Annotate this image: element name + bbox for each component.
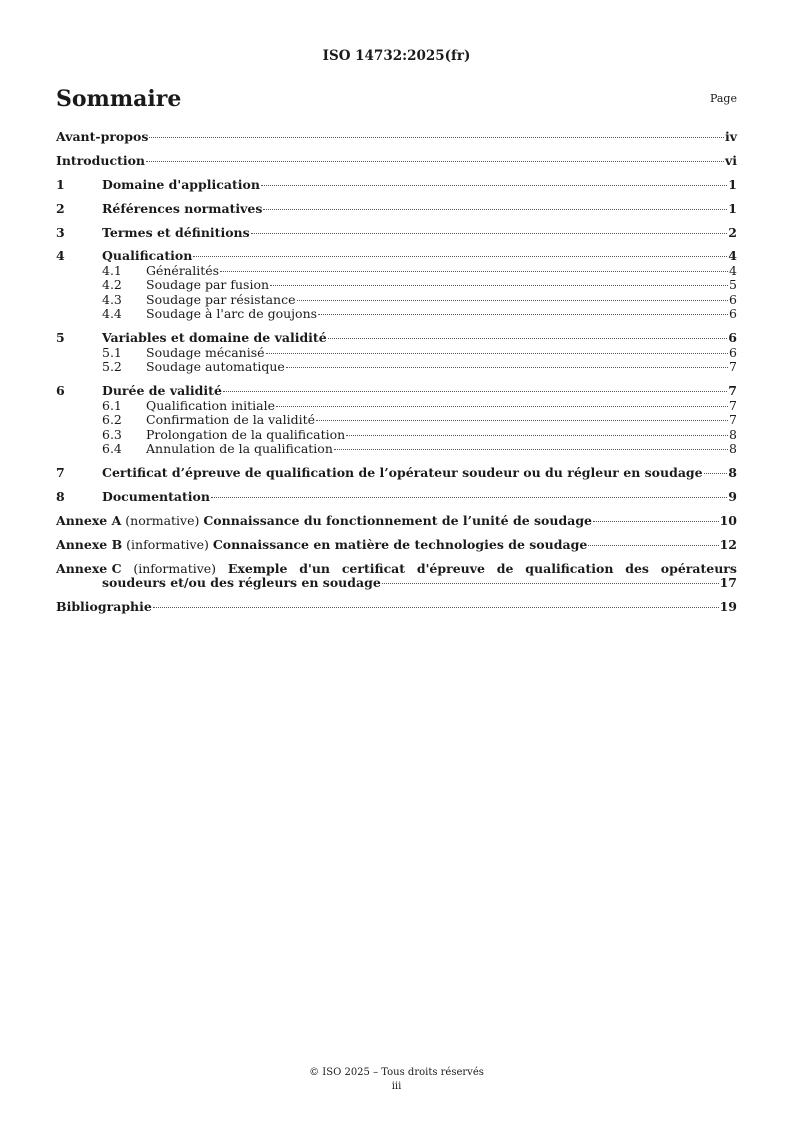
dot-leader bbox=[263, 209, 727, 210]
subclause-number: 6.3 bbox=[102, 426, 122, 442]
toc-entry-page: 6 bbox=[729, 306, 737, 322]
toc-entry-subclause-5.2[interactable] bbox=[56, 360, 737, 375]
annex-label: Annexe B bbox=[56, 536, 123, 552]
toc-entry-text[interactable]: Qualification bbox=[102, 248, 193, 264]
toc-entry-clause-6[interactable] bbox=[56, 384, 737, 399]
toc-entry-text[interactable]: Introduction bbox=[56, 152, 146, 168]
subclause-number: 6.4 bbox=[102, 441, 122, 457]
subclause-number: 5.2 bbox=[102, 359, 122, 375]
document-header: ISO 14732:2025(fr) bbox=[322, 48, 471, 64]
toc-entry-text[interactable]: Annulation de la qualification bbox=[146, 441, 333, 457]
toc-entry-subclause-4.1[interactable] bbox=[56, 264, 737, 279]
toc-entry-text[interactable]: Soudage par fusion bbox=[146, 277, 270, 293]
dot-leader bbox=[297, 300, 729, 301]
annex-c-second-line bbox=[56, 576, 737, 591]
toc-entry-page: 2 bbox=[728, 224, 737, 240]
toc-entry-page: iv bbox=[724, 129, 737, 144]
toc-entry-text[interactable]: Soudage automatique bbox=[146, 359, 285, 375]
toc-entry-page: 17 bbox=[719, 575, 737, 591]
toc-entry-page: 9 bbox=[728, 489, 737, 505]
toc-entry-text[interactable]: Confirmation de la validité bbox=[146, 412, 316, 428]
toc-entry-text[interactable]: Variables et domaine de validité bbox=[102, 330, 327, 346]
toc-entry-page: 7 bbox=[729, 412, 737, 428]
toc-entry-page: 7 bbox=[729, 359, 737, 375]
dot-leader bbox=[223, 391, 727, 392]
toc-entry-subclause-6.4[interactable] bbox=[56, 442, 737, 457]
toc-entry-page: 8 bbox=[729, 426, 737, 442]
toc-entry-page: 6 bbox=[729, 291, 737, 307]
toc-entry-text[interactable]: Documentation bbox=[102, 489, 210, 505]
annex-title-word[interactable]: d'épreuve bbox=[416, 560, 485, 576]
clause-number: 1 bbox=[56, 176, 65, 192]
annex-title-word[interactable]: opérateurs bbox=[660, 560, 737, 576]
toc-entry-bibliography[interactable] bbox=[56, 600, 737, 615]
dot-leader bbox=[266, 353, 729, 354]
clause-number: 5 bbox=[56, 330, 65, 346]
toc-entry-clause-4[interactable] bbox=[56, 249, 737, 264]
toc-entry-page: 8 bbox=[728, 465, 737, 481]
dot-leader bbox=[588, 545, 718, 546]
toc-entry-annex-c[interactable] bbox=[56, 562, 737, 591]
toc-entry-text[interactable]: Soudage à l'arc de goujons bbox=[146, 306, 318, 322]
dot-leader bbox=[270, 285, 728, 286]
toc-entry-clause-3[interactable] bbox=[56, 226, 737, 241]
subclause-number: 4.1 bbox=[102, 262, 122, 278]
toc-entry-text[interactable]: Soudage par résistance bbox=[146, 291, 296, 307]
toc-entry-text[interactable]: Qualification initiale bbox=[146, 397, 276, 413]
clause-number: 6 bbox=[56, 383, 65, 399]
subclause-number: 4.2 bbox=[102, 277, 122, 293]
toc-entry-clause-8[interactable] bbox=[56, 490, 737, 505]
annex-c-first-line bbox=[56, 562, 737, 577]
dot-leader bbox=[704, 473, 728, 474]
subclause-number: 4.3 bbox=[102, 291, 122, 307]
annex-title-word[interactable]: des bbox=[625, 560, 649, 576]
dot-leader bbox=[211, 497, 727, 498]
toc-entry-text[interactable]: Prolongation de la qualification bbox=[146, 426, 346, 442]
annex-title-word[interactable]: qualification bbox=[525, 560, 614, 576]
annex-title[interactable]: Connaissance en matière de technologies de soudage bbox=[212, 536, 588, 552]
dot-leader bbox=[276, 406, 728, 407]
dot-leader bbox=[193, 256, 727, 257]
annex-type: (normative) bbox=[125, 512, 200, 528]
toc-entry-subclause-6.3[interactable] bbox=[56, 428, 737, 443]
dot-leader bbox=[328, 338, 728, 339]
toc-entry-page: 7 bbox=[729, 397, 737, 413]
dot-leader bbox=[261, 185, 727, 186]
toc-entry-text[interactable]: Termes et définitions bbox=[102, 224, 250, 240]
subclause-number: 6.2 bbox=[102, 412, 122, 428]
annex-title-cont[interactable]: soudeurs et/ou des régleurs en soudage bbox=[102, 575, 381, 591]
toc-entry-page: 10 bbox=[719, 512, 737, 528]
toc-entry-text[interactable]: Domaine d'application bbox=[102, 176, 260, 192]
dot-leader bbox=[149, 137, 724, 138]
dot-leader bbox=[251, 233, 728, 234]
toc-entry-page: 4 bbox=[729, 262, 737, 278]
annex-title-word[interactable]: certificat bbox=[341, 560, 406, 576]
toc-entry-page: 6 bbox=[728, 330, 737, 346]
toc-entry-subclause-6.2[interactable] bbox=[56, 413, 737, 428]
toc-entry-subclause-4.3[interactable] bbox=[56, 293, 737, 308]
subclause-number: 6.1 bbox=[102, 397, 122, 413]
toc-entry-clause-2[interactable] bbox=[56, 202, 737, 217]
dot-leader bbox=[593, 521, 719, 522]
toc-entry-page: vi bbox=[724, 152, 737, 168]
toc-entry-clause-1[interactable] bbox=[56, 178, 737, 193]
toc-entry-clause-5[interactable] bbox=[56, 331, 737, 346]
toc-entry-text[interactable]: Bibliographie bbox=[56, 599, 152, 615]
toc-entry-text[interactable]: Certificat d’épreuve de qualification de l’opérateur soudeur ou du régleur en soudage bbox=[102, 465, 703, 481]
toc-entry-text[interactable]: Références normatives bbox=[102, 200, 263, 216]
toc-entry-page: 8 bbox=[729, 441, 737, 457]
copyright-notice: © ISO 2025 – Tous droits réservés bbox=[309, 1067, 484, 1078]
table-of-contents bbox=[56, 130, 737, 615]
toc-entry-page: 12 bbox=[719, 536, 737, 552]
toc-clauses bbox=[56, 178, 737, 505]
toc-entry-text[interactable]: Durée de validité bbox=[102, 383, 222, 399]
clause-number: 7 bbox=[56, 465, 65, 481]
annex-type: (informative) bbox=[133, 560, 217, 576]
toc-entry-text[interactable]: Généralités bbox=[146, 262, 220, 278]
annex-label: Annexe A bbox=[56, 512, 122, 528]
annex-title-word[interactable]: Exemple bbox=[227, 560, 288, 576]
page-column-label: Page bbox=[709, 92, 737, 105]
annex-title-word[interactable]: d'un bbox=[299, 560, 331, 576]
clause-number: 4 bbox=[56, 248, 65, 264]
dot-leader bbox=[318, 314, 728, 315]
toc-entry-subclause-5.1[interactable] bbox=[56, 346, 737, 361]
subclause-number: 5.1 bbox=[102, 344, 122, 360]
toc-entry-page: 7 bbox=[728, 383, 737, 399]
page-number: iii bbox=[391, 1081, 402, 1092]
dot-leader bbox=[346, 435, 728, 436]
annex-title-word[interactable]: de bbox=[496, 560, 514, 576]
dot-leader bbox=[146, 161, 724, 162]
toc-entry-subclause-4.4[interactable] bbox=[56, 307, 737, 322]
toc-entry-page: 1 bbox=[728, 200, 737, 216]
toc-entry-subclause-6.1[interactable] bbox=[56, 399, 737, 414]
toc-entry-page: 6 bbox=[729, 344, 737, 360]
dot-leader bbox=[334, 449, 728, 450]
toc-title: Sommaire bbox=[56, 86, 182, 112]
toc-entry-clause-7[interactable] bbox=[56, 466, 737, 481]
annex-type: (informative) bbox=[126, 536, 209, 552]
subclause-number: 4.4 bbox=[102, 306, 122, 322]
dot-leader bbox=[220, 271, 728, 272]
toc-entry-page: 19 bbox=[719, 599, 737, 615]
dot-leader bbox=[316, 420, 728, 421]
annex-label: Annexe C bbox=[56, 560, 122, 576]
clause-number: 2 bbox=[56, 200, 65, 216]
toc-entry-annex-b[interactable] bbox=[56, 538, 737, 553]
toc-entry-introduction[interactable] bbox=[56, 154, 737, 169]
toc-entry-page: 4 bbox=[728, 248, 737, 264]
dot-leader bbox=[286, 367, 728, 368]
clause-number: 8 bbox=[56, 489, 65, 505]
dot-leader bbox=[382, 583, 719, 584]
toc-entry-text[interactable]: Avant-propos bbox=[56, 129, 149, 144]
toc-entry-page: 1 bbox=[728, 176, 737, 192]
clause-number: 3 bbox=[56, 224, 65, 240]
toc-entry-text[interactable]: Soudage mécanisé bbox=[146, 344, 265, 360]
toc-entry-foreword[interactable] bbox=[56, 130, 737, 145]
page-footer bbox=[0, 1066, 793, 1094]
toc-entry-annex-a[interactable] bbox=[56, 514, 737, 529]
annex-title[interactable]: Connaissance du fonctionnement de l’unité de soudage bbox=[203, 512, 593, 528]
dot-leader bbox=[153, 607, 719, 608]
toc-entry-page: 5 bbox=[729, 277, 737, 293]
toc-entry-subclause-4.2[interactable] bbox=[56, 278, 737, 293]
